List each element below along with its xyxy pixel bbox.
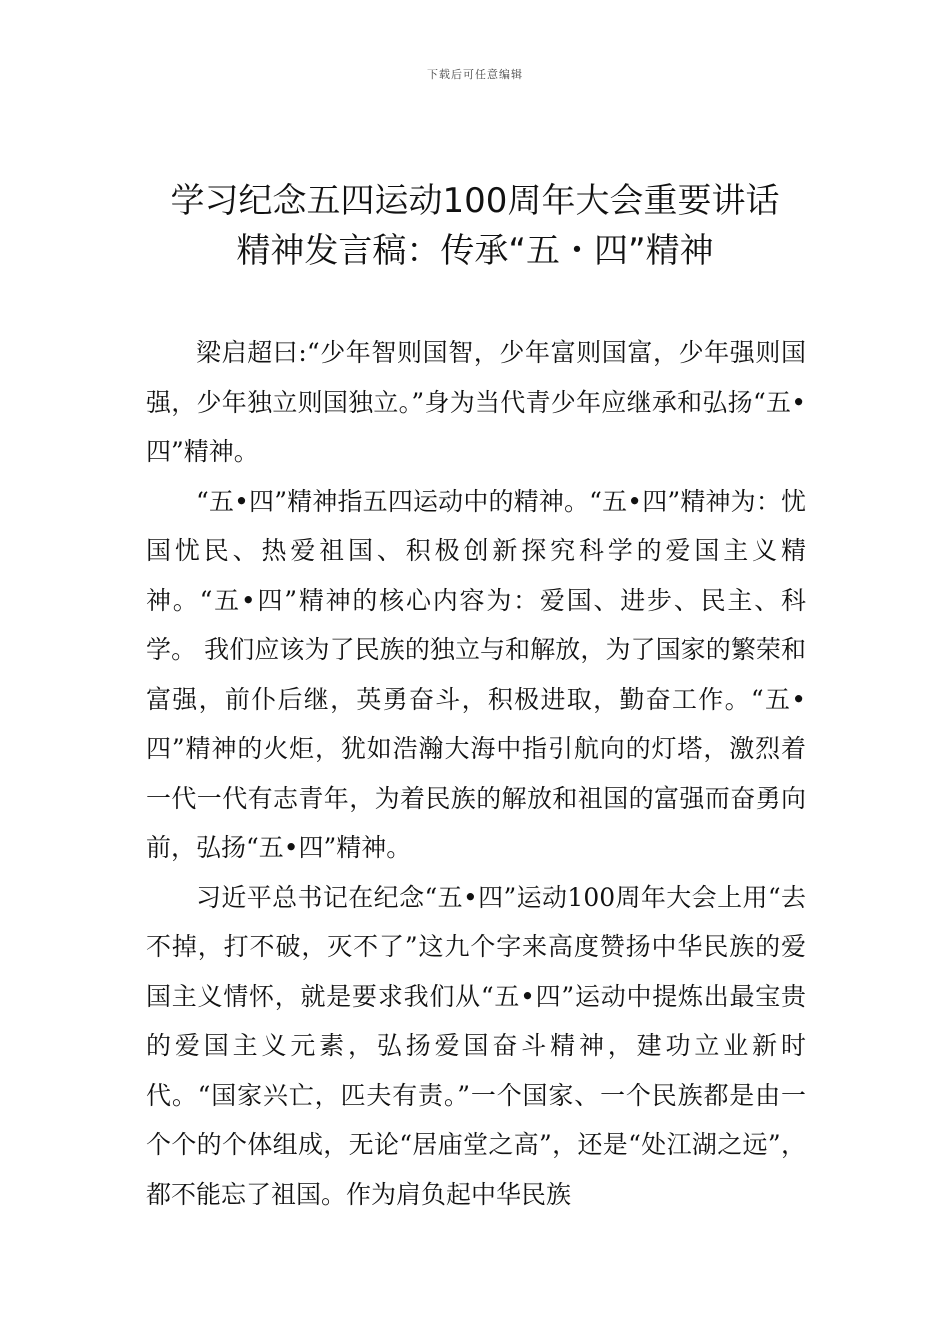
title-line-2: 精神发言稿：传承“五・四”精神 [236, 231, 714, 271]
header-note: 下载后可任意编辑 [427, 68, 523, 81]
document-title [100, 176, 850, 276]
title-line-1: 学习纪念五四运动100周年大会重要讲话 [170, 181, 780, 221]
paragraph: 梁启超曰:“少年智则国智，少年富则国富，少年强则国强，少年独立则国独立。”身为当代青少年应继承和弘扬“五•四”精神。 [146, 338, 806, 466]
paragraph: 习近平总书记在纪念“五•四”运动100周年大会上用“去不掉，打不破，灭不了”这九个字来高度赞扬中华民族的爱国主义情怀，就是要求我们从“五•四”运动中提炼出最宝贵的爱国主义元素，弘扬爱国奋斗精神，建功立业新时代。“国家兴亡，匹夫有责。”一个国家、一个民族都是由一个个的个体组成，无论“居庙堂之高”，还是“处江湖之远”，都不能忘了祖国。作为肩负起中华民族 [146, 882, 806, 1209]
document-body [146, 328, 806, 1219]
paragraph: “五•四”精神指五四运动中的精神。“五•四”精神为：忧国忧民、热爱祖国、积极创新探究科学的爱国主义精神。“五•四”精神的核心内容为：爱国、进步、民主、科学。 我们应该为了民族的独立与和解放，为了国家的繁荣和富强，前仆后继，英勇奋斗，积极进取，勤奋工作。“五•四”精神的火炬，犹如浩瀚大海中指引航向的灯塔，激烈着一代一代有志青年，为着民族的解放和祖国的富强而奋勇向前，弘扬“五•四”精神。 [146, 486, 806, 862]
